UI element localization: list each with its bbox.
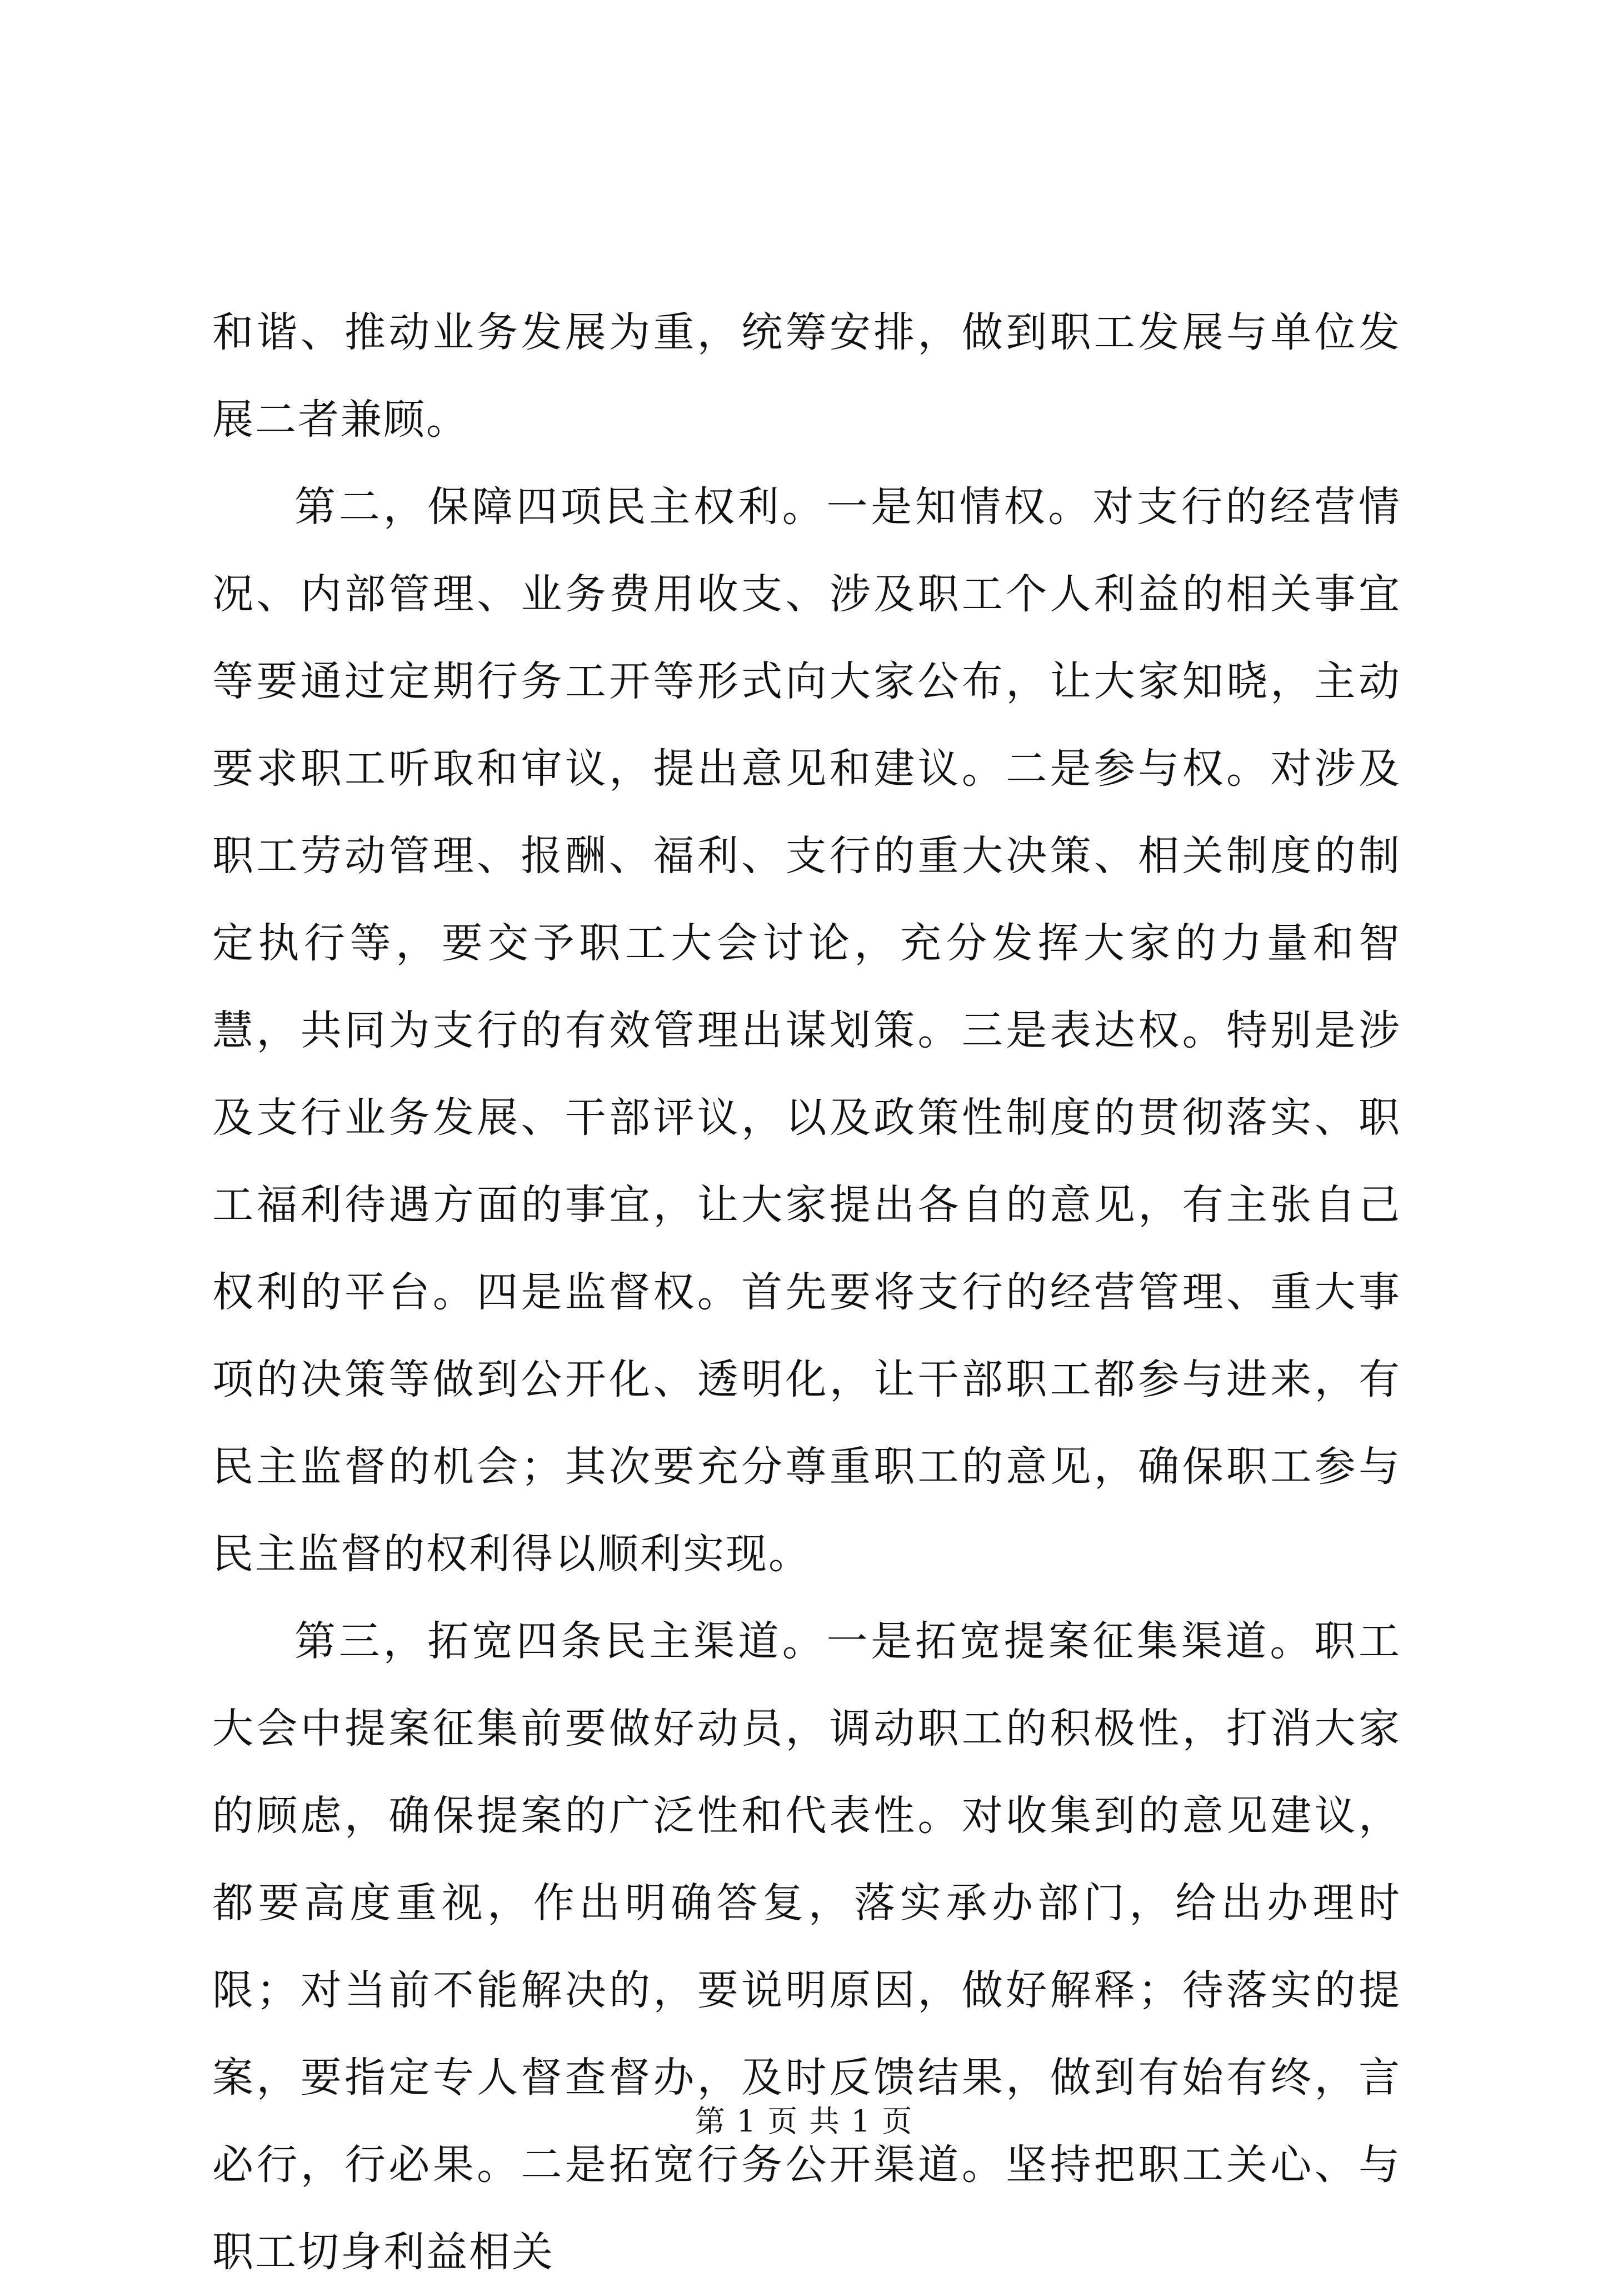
paragraph-democratic-rights: 第二，保障四项民主权利。一是知情权。对支行的经营情况、内部管理、业务费用收支、涉及职工个人利益的相关事宜等要通过定期行务工开等形式向大家公布，让大家知晓，主动要求职工听取和审议，提出意见和建议。二是参与权。对涉及职工劳动管理、报酬、福利、支行的重大决策、相关制度的制定执行等，要交予职工大会讨论，充分发挥大家的力量和智慧，共同为支行的有效管理出谋划策。三是表达权。特别是涉及支行业务发展、干部评议，以及政策性制度的贯彻落实、职工福利待遇方面的事宜，让大家提出各自的意见，有主张自己权利的平台。四是监督权。首先要将支行的经营管理、重大事项的决策等做到公开化、透明化，让干部职工都参与进来，有民主监督的机会；其次要充分尊重职工的意见，确保职工参与民主监督的权利得以顺利实现。 (212, 483, 1401, 1578)
paragraph-democratic-channels: 第三，拓宽四条民主渠道。一是拓宽提案征集渠道。职工大会中提案征集前要做好动员，调动职工的积极性，打消大家的顾虑，确保提案的广泛性和代表性。对收集到的意见建议，都要高度重视，作出明确答复，落实承办部门，给出办理时限；对当前不能解决的，要说明原因，做好解释；待落实的提案，要指定专人督查督办，及时反馈结果，做到有始有终，言必行，行必果。二是拓宽行务公开渠道。坚持把职工关心、与职工切身利益相关 (212, 1617, 1401, 2276)
paragraph-continuation: 和谐、推动业务发展为重，统筹安排，做到职工发展与单位发展二者兼顾。 (212, 308, 1401, 444)
page-number-footer: 第 1 页 共 1 页 (695, 2104, 913, 2139)
document-body (212, 289, 1401, 2296)
